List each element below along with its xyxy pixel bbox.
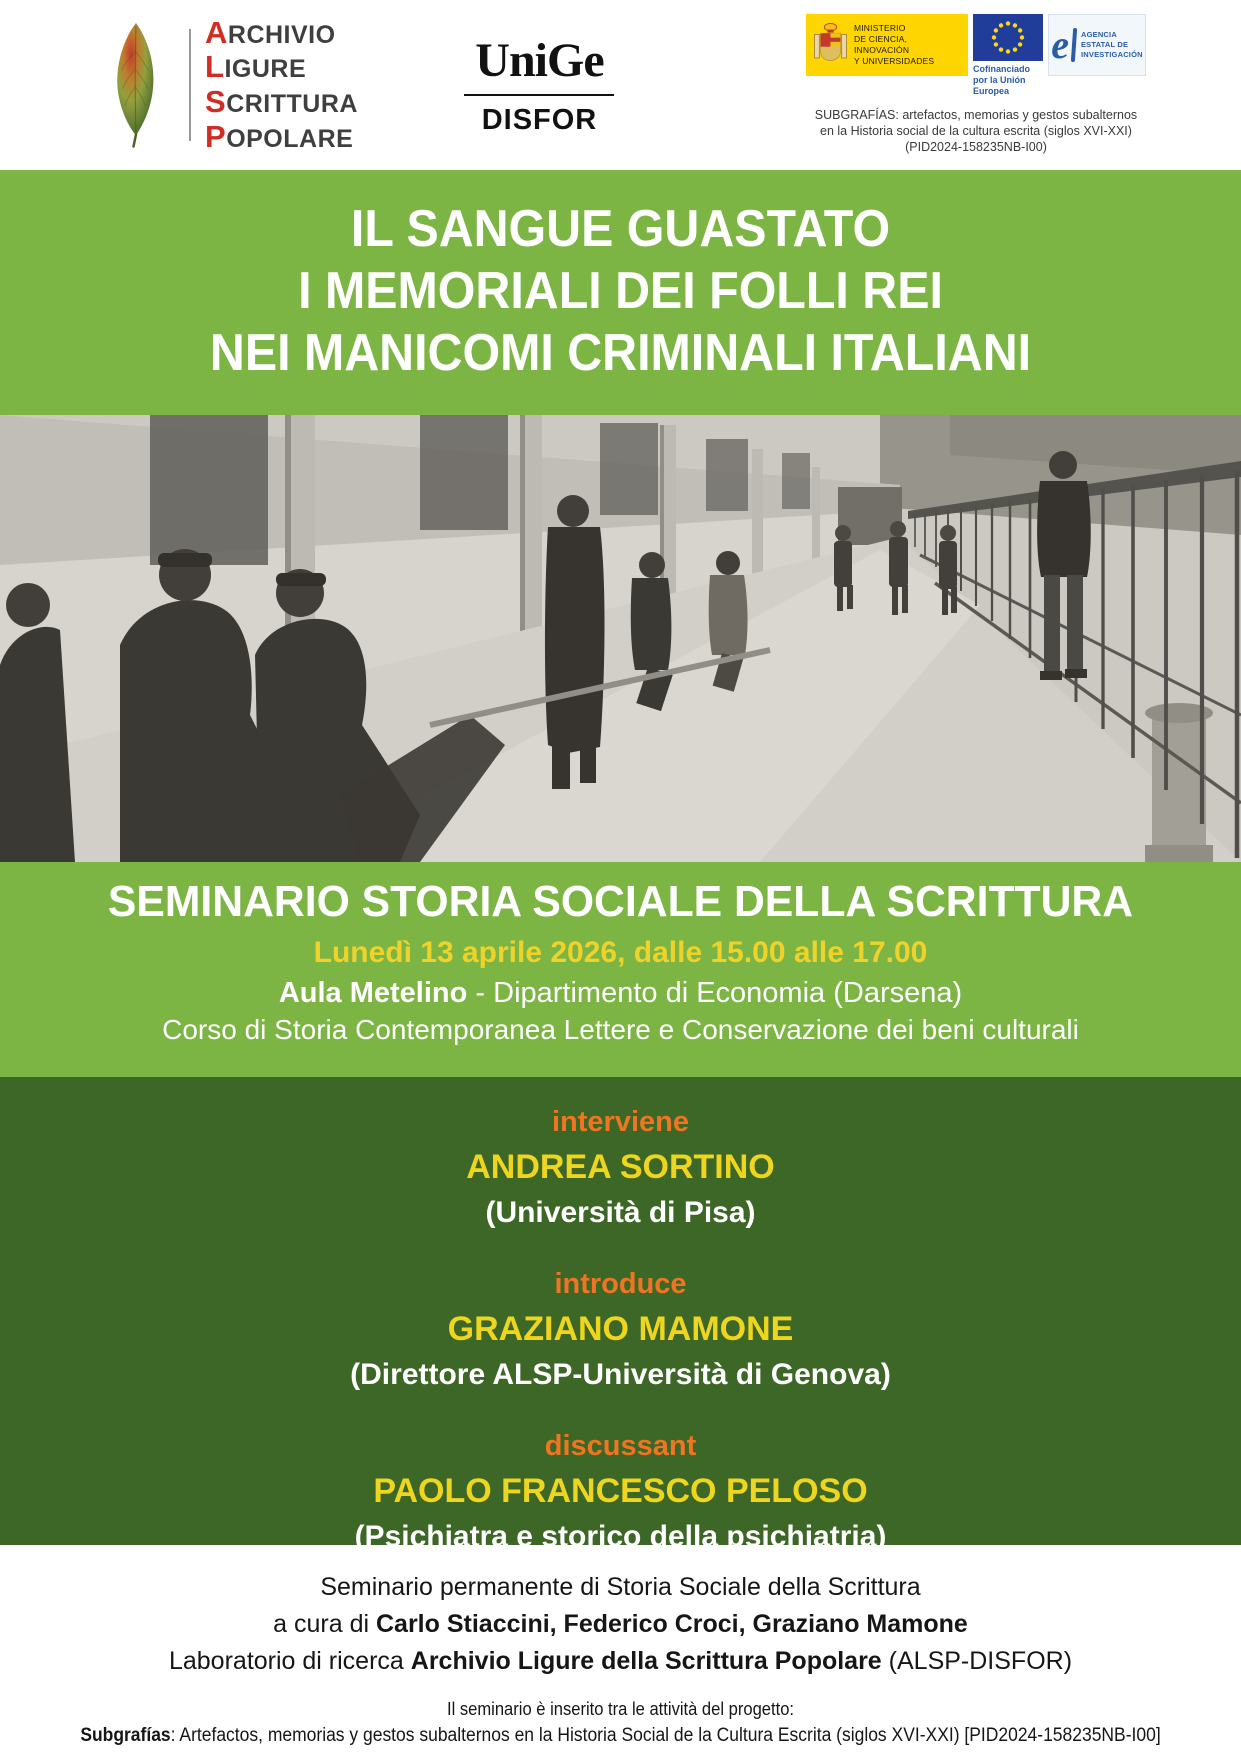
project-line-2: en la Historia social de la cultura escrita (siglos XVI-XXI) xyxy=(820,124,1132,139)
speaker-name: GRAZIANO MAMONE xyxy=(447,1310,794,1348)
unige-rule xyxy=(464,94,614,96)
aei-text: AGENCIA ESTATAL DE INVESTIGACIÓN xyxy=(1080,30,1143,60)
project-reference xyxy=(766,107,1186,156)
footer-laboratory: Laboratorio di ricerca Archivio Ligure della Scrittura Popolare (ALSP-DISFOR) xyxy=(168,1647,1073,1675)
project-line-1: SUBGRAFÍAS: artefactos, memorias y gestos subalternos xyxy=(814,107,1138,122)
title-line-2: I MEMORIALI DEI FOLLI REI xyxy=(298,262,943,320)
ministry-logo xyxy=(806,14,968,76)
speaker-role: interviene xyxy=(552,1106,689,1138)
alsp-line-scrittura: SCRITTURA xyxy=(205,84,358,119)
seminar-venue: Aula Metelino - Dipartimento di Economia (Darsena) xyxy=(278,977,963,1009)
leaf-icon xyxy=(95,21,175,149)
footer-curators: a cura di Carlo Stiaccini, Federico Croci, Graziano Mamone xyxy=(273,1610,968,1638)
funding-logos xyxy=(781,14,1171,155)
ministry-text: MINISTERIO DE CIENCIA, INNOVACIÓN Y UNIVERSIDADES xyxy=(853,23,935,67)
title-line-3: NEI MANICOMI CRIMINALI ITALIANI xyxy=(209,324,1032,382)
speaker-affiliation: (Direttore ALSP-Università di Genova) xyxy=(350,1358,891,1391)
asylum-veranda-photo xyxy=(0,415,1241,862)
aei-logo xyxy=(1048,14,1146,76)
eu-caption: Cofinanciado por la Unión Europea xyxy=(972,64,1030,97)
seminar-course: Corso di Storia Contemporanea Lettere e Conservazione dei beni culturali xyxy=(162,1014,1079,1045)
alsp-line-archivio: ARCHIVIO xyxy=(205,14,336,50)
speaker-name: PAOLO FRANCESCO PELOSO xyxy=(373,1472,868,1510)
unige-logo xyxy=(464,33,614,137)
funding-row xyxy=(806,14,1146,96)
alsp-logo-divider xyxy=(189,29,191,141)
title-line-1: IL SANGUE GUASTATO xyxy=(350,200,891,258)
photo-illustration xyxy=(0,415,1241,862)
footer-project-reference: Subgrafías: Artefactos, memorias y gestos subalternos en la Historia Social de la Cultura Escrita (siglos XVI-XXI) [PID2024-158235NB-I00] xyxy=(80,1725,1161,1746)
speaker-role: discussant xyxy=(544,1430,697,1462)
eu-flag-icon xyxy=(973,14,1043,61)
seminar-heading: SEMINARIO STORIA SOCIALE DELLA SCRITTURA xyxy=(107,877,1134,926)
speaker-introduce xyxy=(0,1263,1241,1397)
speaker-discussant xyxy=(0,1425,1241,1559)
seminar-datetime: Lunedì 13 aprile 2026, dalle 15.00 alle 17.00 xyxy=(313,936,928,969)
title-banner xyxy=(0,170,1241,415)
header-logos xyxy=(0,0,1241,170)
project-line-3: (PID2024-158235NB-I00) xyxy=(905,140,1047,155)
speaker-affiliation: (Psichiatra e storico della psichiatria) xyxy=(354,1520,887,1553)
unige-wordmark: UniGe xyxy=(475,34,604,87)
spain-coat-of-arms-icon xyxy=(812,20,849,70)
unige-department: DISFOR xyxy=(481,104,598,136)
alsp-line-ligure: LIGURE xyxy=(205,49,307,85)
footer-project-intro: Il seminario è inserito tra le attività del progetto: xyxy=(446,1699,795,1719)
aei-e-glyph-icon: e xyxy=(1051,22,1069,68)
speaker-role: introduce xyxy=(554,1268,687,1300)
alsp-line-popolare: POPOLARE xyxy=(205,118,354,154)
speaker-name: ANDREA SORTINO xyxy=(466,1148,775,1186)
aei-bar-icon xyxy=(1071,28,1077,62)
eu-cofunding-logo xyxy=(973,14,1043,96)
alsp-logo xyxy=(95,16,358,155)
footer-seminar-series: Seminario permanente di Storia Sociale della Scrittura xyxy=(320,1573,921,1601)
alsp-logo-text xyxy=(205,16,358,155)
seminar-strip xyxy=(0,862,1241,1077)
speaker-interviene xyxy=(0,1101,1241,1235)
speaker-affiliation: (Università di Pisa) xyxy=(485,1196,756,1229)
footer xyxy=(0,1545,1241,1755)
speakers-section xyxy=(0,1077,1241,1553)
